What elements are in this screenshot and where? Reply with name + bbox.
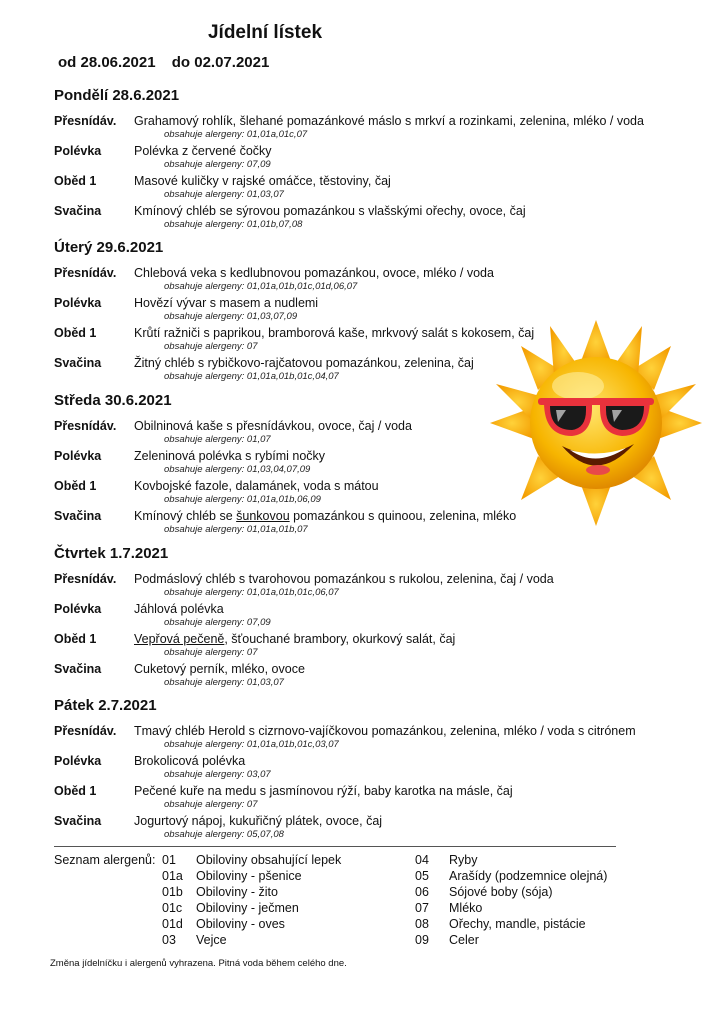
meal-text: Obilninová kaše s přesnídávkou, ovoce, čaj / voda: [134, 419, 412, 433]
meal-row: [54, 174, 674, 204]
legend-name: Obiloviny - oves: [196, 917, 285, 931]
legend-code: 01a: [162, 869, 183, 883]
meal-text: Brokolicová polévka: [134, 754, 246, 768]
sun-with-sunglasses-icon: [488, 318, 704, 528]
meal-row: [54, 724, 674, 754]
legend-name: Obiloviny obsahující lepek: [196, 853, 342, 867]
meal-label: Polévka: [54, 296, 102, 310]
meal-text: [134, 632, 455, 646]
meal-label: Přesnídáv.: [54, 419, 117, 433]
day-title: Čtvrtek 1.7.2021: [54, 545, 169, 562]
legend-name: Obiloviny - ječmen: [196, 901, 299, 915]
meal-label: Polévka: [54, 449, 102, 463]
meal-row: [54, 784, 674, 814]
meal-allergens: obsahuje alergeny: 01,03,04,07,09: [164, 464, 311, 475]
legend-code: 01d: [162, 917, 183, 931]
meal-label: Polévka: [54, 754, 102, 768]
meal-allergens: obsahuje alergeny: 01,01b,07,08: [164, 219, 303, 230]
legend-code: 04: [415, 853, 429, 867]
meal-allergens: obsahuje alergeny: 01,01a,01b,06,09: [164, 494, 321, 505]
legend-code: 07: [415, 901, 429, 915]
meal-text-part: , šťouchané brambory, okurkový salát, čaj: [224, 632, 456, 646]
meal-label: Svačina: [54, 204, 102, 218]
footer-note: Změna jídelníčku i alergenů vyhrazena. Pitná voda během celého dne.: [50, 958, 347, 969]
legend-title: Seznam alergenů:: [54, 853, 156, 867]
meal-row: [54, 814, 674, 844]
meal-text: Grahamový rohlík, šlehané pomazánkové máslo s mrkví a rozinkami, zelenina, mléko / voda: [134, 114, 644, 128]
meal-allergens: obsahuje alergeny: 01,01a,01b,01c,06,07: [164, 587, 339, 598]
meal-allergens: obsahuje alergeny: 01,03,07: [164, 677, 284, 688]
meal-label: Polévka: [54, 602, 102, 616]
meal-allergens: obsahuje alergeny: 07,09: [164, 617, 271, 628]
meal-text: Masové kuličky v rajské omáčce, těstoviny, čaj: [134, 174, 391, 188]
meal-label: Polévka: [54, 144, 102, 158]
meal-row: [54, 662, 674, 692]
meal-label: Přesnídáv.: [54, 114, 117, 128]
meal-row: [54, 114, 674, 144]
meal-text: Jáhlová polévka: [134, 602, 224, 616]
meal-text-underlined: Vepřová pečeně: [134, 632, 225, 646]
meal-row: [54, 204, 674, 234]
date-to: do 02.07.2021: [171, 54, 270, 71]
meal-label: Oběd 1: [54, 784, 97, 798]
meal-allergens: obsahuje alergeny: 07: [164, 799, 258, 810]
meal-text: Cuketový perník, mléko, ovoce: [134, 662, 305, 676]
legend-code: 06: [415, 885, 429, 899]
meal-label: Přesnídáv.: [54, 724, 117, 738]
meal-allergens: obsahuje alergeny: 07: [164, 647, 258, 658]
meal-text: Žitný chléb s rybičkovo-rajčatovou pomazánkou, zelenina, čaj: [134, 356, 474, 370]
meal-label: Oběd 1: [54, 326, 97, 340]
meal-label: Svačina: [54, 662, 102, 676]
day-section: [54, 545, 674, 692]
meal-allergens: obsahuje alergeny: 05,07,08: [164, 829, 284, 840]
meal-text: Pečené kuře na medu s jasmínovou rýží, baby karotka na másle, čaj: [134, 784, 513, 798]
date-from: od 28.06.2021: [58, 54, 156, 71]
legend-code: 05: [415, 869, 429, 883]
meal-text-part: Kmínový chléb se: [134, 509, 237, 523]
meal-allergens: obsahuje alergeny: 01,03,07,09: [164, 311, 298, 322]
meal-row: [54, 572, 674, 602]
legend-name: Obiloviny - pšenice: [196, 869, 302, 883]
meal-text: Jogurtový nápoj, kukuřičný plátek, ovoce, čaj: [134, 814, 383, 828]
date-range: [58, 54, 281, 71]
legend-divider: [54, 846, 616, 847]
meal-label: Svačina: [54, 509, 102, 523]
meal-row: [54, 144, 674, 174]
meal-text-underlined: šunkovou: [236, 509, 290, 523]
legend-name: Vejce: [196, 933, 227, 947]
meal-text: Podmáslový chléb s tvarohovou pomazánkou s rukolou, zelenina, čaj / voda: [134, 572, 554, 586]
meal-row: [54, 632, 674, 662]
meal-allergens: obsahuje alergeny: 07: [164, 341, 258, 352]
meal-row: [54, 266, 674, 296]
meal-allergens: obsahuje alergeny: 01,01a,01c,07: [164, 129, 308, 140]
meal-label: Přesnídáv.: [54, 266, 117, 280]
meal-text: Krůtí ražniči s paprikou, bramborová kaše, mrkvový salát s kokosem, čaj: [134, 326, 535, 340]
meal-row: [54, 754, 674, 784]
meal-text: Kovbojské fazole, dalamánek, voda s mátou: [134, 479, 379, 493]
legend-name: Ořechy, mandle, pistácie: [449, 917, 586, 931]
meal-text: Kmínový chléb se sýrovou pomazánkou s vlašskými ořechy, ovoce, čaj: [134, 204, 526, 218]
legend-name: Arašídy (podzemnice olejná): [449, 869, 608, 883]
meal-label: Oběd 1: [54, 632, 97, 646]
meal-text: Zeleninová polévka s rybími nočky: [134, 449, 326, 463]
legend-name: Obiloviny - žito: [196, 885, 278, 899]
legend-code: 09: [415, 933, 429, 947]
legend-name: Ryby: [449, 853, 478, 867]
meal-label: Oběd 1: [54, 174, 97, 188]
meal-text: Polévka z červené čočky: [134, 144, 272, 158]
meal-allergens: obsahuje alergeny: 01,01a,01b,01c,04,07: [164, 371, 339, 382]
legend-code: 01b: [162, 885, 183, 899]
meal-label: Svačina: [54, 814, 102, 828]
page-title: Jídelní lístek: [207, 22, 323, 43]
legend-name: Sójové boby (sója): [449, 885, 553, 899]
legend-code: 08: [415, 917, 429, 931]
meal-row: [54, 602, 674, 632]
legend-name: Celer: [449, 933, 479, 947]
legend-name: Mléko: [449, 901, 483, 915]
meal-label: Přesnídáv.: [54, 572, 117, 586]
meal-text: Chlebová veka s kedlubnovou pomazánkou, ovoce, mléko / voda: [134, 266, 494, 280]
meal-label: Svačina: [54, 356, 102, 370]
day-title: Pátek 2.7.2021: [54, 697, 157, 714]
meal-allergens: obsahuje alergeny: 07,09: [164, 159, 271, 170]
meal-allergens: obsahuje alergeny: 01,07: [164, 434, 271, 445]
meal-allergens: obsahuje alergeny: 01,01a,01b,01c,03,07: [164, 739, 339, 750]
meal-allergens: obsahuje alergeny: 03,07: [164, 769, 271, 780]
meal-label: Oběd 1: [54, 479, 97, 493]
meal-text: [134, 509, 516, 523]
meal-allergens: obsahuje alergeny: 01,01a,01b,01c,01d,06,07: [164, 281, 358, 292]
day-title: Úterý 29.6.2021: [54, 239, 164, 256]
meal-text: Tmavý chléb Herold s cizrnovo-vajíčkovou pomazánkou, zelenina, mléko / voda s citrónem: [134, 724, 636, 738]
meal-text: Hovězí vývar s masem a nudlemi: [134, 296, 319, 310]
meal-allergens: obsahuje alergeny: 01,01a,01b,07: [164, 524, 308, 535]
day-title: Středa 30.6.2021: [54, 392, 172, 409]
meal-allergens: obsahuje alergeny: 01,03,07: [164, 189, 284, 200]
day-title: Pondělí 28.6.2021: [54, 87, 180, 104]
meal-text-part: pomazánkou s quinoou, zelenina, mléko: [289, 509, 517, 523]
legend-code: 01c: [162, 901, 183, 915]
legend-code: 03: [162, 933, 176, 947]
legend-code: 01: [162, 853, 176, 867]
day-section: [54, 87, 674, 234]
day-section: [54, 697, 674, 844]
